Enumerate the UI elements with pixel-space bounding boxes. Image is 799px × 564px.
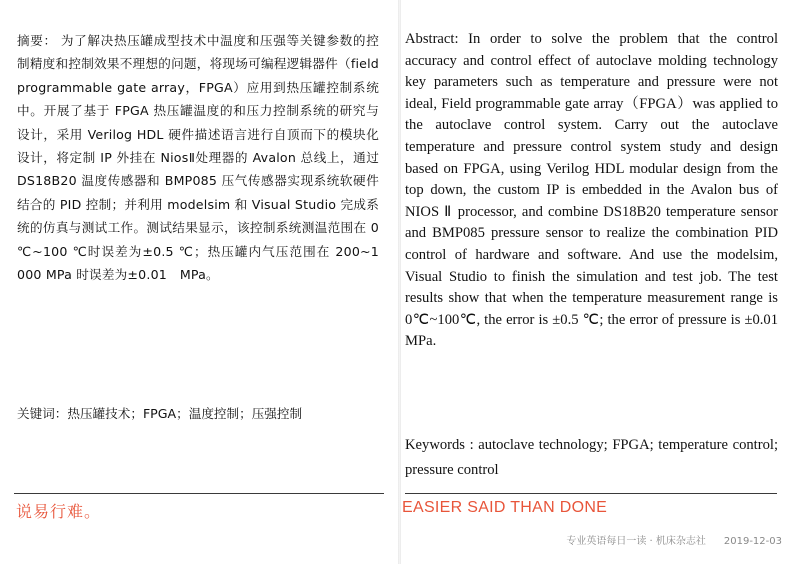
chinese-keywords: 关键词：热压罐技术；FPGA；温度控制；压强控制 <box>17 406 303 421</box>
chinese-abstract <box>17 29 379 286</box>
english-abstract <box>405 29 778 353</box>
right-divider <box>405 493 777 494</box>
left-divider <box>14 493 384 494</box>
english-slogan: EASIER SAID THAN DONE <box>402 499 608 516</box>
chinese-abstract-label: 摘要： <box>17 33 57 48</box>
english-keywords: Keywords : autoclave technology; FPGA; temperature control; pressure control <box>405 437 778 478</box>
chinese-slogan: 说易行难。 <box>16 502 102 521</box>
footer-source: 专业英语每日一读 · 机床杂志社 <box>566 536 706 547</box>
english-abstract-text: Abstract: In order to solve the problem that the control accuracy and control effect of autoclave molding technology key parameters such as temperature and pressure were not ideal, Field programmable gate array（FPGA）was applied to the autoclave control system. Carry out the autoclave temperature and pressure control system study and design based on FPGA, using Verilog HDL modular design from the top down, the custom IP is embedded in the Avalon bus of NIOS Ⅱ processor, and combine DS18B20 temperature sensor and BMP085 pressure sensor to realize the combination PID control of hardware and software. And use the modelsim, Visual Studio to finish the simulation and test job. The test results show that when the temperature measurement range is 0℃~100℃, the error is ±0.5 ℃; the error of pressure is ±0.01 MPa. <box>405 31 778 350</box>
footer-watermark <box>566 532 782 547</box>
footer-date: 2019-12-03 <box>723 536 782 547</box>
chinese-abstract-text: 为了解决热压罐成型技术中温度和压强等关键参数的控制精度和控制效果不理想的问题，将现场可编程逻辑器件（field programmable gate array，FPGA）应用到热压罐控制系统中。开展了基于 FPGA 热压罐温度的和压力控制系统的研究与设计，采用 Verilog HDL 硬件描述语言进行自顶而下的模块化设计，将定制 IP 外挂在 NiosⅡ处理器的 Avalon 总线上，通过 DS18B20 温度传感器和 BMP085 压气传感器实现系统软硬件结合的 PID 控制；并利用 modelsim 和 Visual Studio 完成系统的仿真与测试工作。测试结果显示，该控制系统测温范围在 0 ℃~100 ℃时误差为±0.5 ℃；热压罐内气压范围在 200~1 000 MPa 时误差为±0.01 MPa。 <box>17 33 379 283</box>
